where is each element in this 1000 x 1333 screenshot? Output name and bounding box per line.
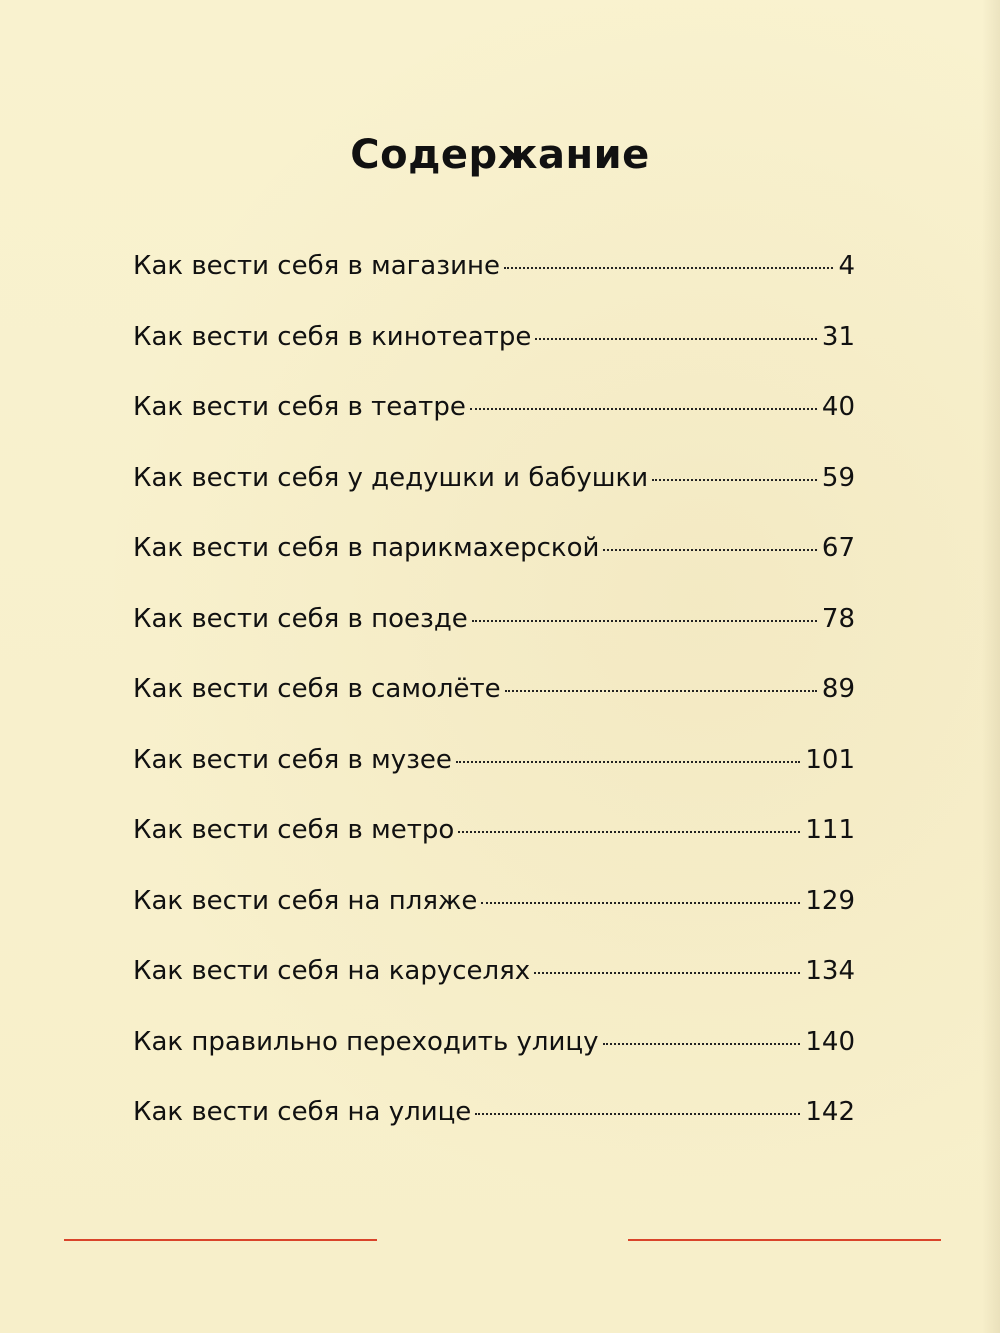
- toc-entry-label: Как вести себя у дедушки и бабушки: [133, 462, 649, 493]
- dot-leader: [472, 620, 817, 622]
- toc-entry-page-number: 78: [821, 603, 855, 634]
- dot-leader: [652, 479, 817, 481]
- dot-leader: [504, 267, 833, 269]
- toc-entry-label: Как вести себя в самолёте: [133, 674, 501, 704]
- toc-entry-page-number: 67: [821, 533, 855, 563]
- toc-entry: [133, 875, 855, 946]
- toc-entry-page-number: 111: [805, 815, 855, 845]
- toc-entry-page-number: 134: [805, 956, 855, 986]
- toc-entry-label: Как вести себя в музее: [133, 744, 452, 775]
- toc-entry-page-number: 129: [805, 885, 855, 916]
- toc-entry: [133, 1016, 855, 1087]
- page-edge-shadow: [982, 0, 1000, 1333]
- dot-leader: [456, 761, 800, 763]
- toc-entry-label: Как вести себя на каруселях: [133, 956, 531, 986]
- dot-leader: [603, 549, 817, 551]
- dot-leader: [534, 972, 800, 974]
- toc-entry-label: Как правильно переходить улицу: [133, 1026, 599, 1057]
- dot-leader: [603, 1043, 801, 1045]
- toc-entry: [133, 311, 855, 382]
- toc-entry-page-number: 101: [805, 744, 855, 775]
- toc-entry-label: Как вести себя в театре: [133, 392, 466, 422]
- toc-entry-label: Как вести себя на улице: [133, 1097, 472, 1127]
- table-of-contents: [133, 240, 855, 1157]
- footer-rule-left: [64, 1239, 377, 1241]
- toc-entry: [133, 734, 855, 805]
- dot-leader: [470, 408, 817, 410]
- toc-entry-page-number: 142: [805, 1097, 855, 1127]
- toc-entry-label: Как вести себя в поезде: [133, 603, 468, 634]
- dot-leader: [535, 338, 817, 340]
- toc-entry-page-number: 59: [821, 462, 855, 493]
- toc-entry-page-number: 89: [821, 674, 855, 704]
- toc-entry: [133, 945, 855, 1016]
- dot-leader: [475, 1113, 800, 1115]
- dot-leader: [458, 831, 800, 833]
- toc-entry-label: Как вести себя в метро: [133, 815, 455, 845]
- toc-entry: [133, 804, 855, 875]
- footer-rule-right: [628, 1239, 941, 1241]
- dot-leader: [505, 690, 817, 692]
- toc-entry-label: Как вести себя в кинотеатре: [133, 321, 532, 352]
- toc-entry: [133, 452, 855, 523]
- toc-entry-page-number: 40: [821, 392, 855, 422]
- page-title: Содержание: [350, 132, 650, 178]
- toc-entry: [133, 522, 855, 593]
- toc-entry-page-number: 140: [805, 1026, 855, 1057]
- toc-entry-label: Как вести себя в магазине: [133, 251, 500, 281]
- toc-entry-label: Как вести себя на пляже: [133, 885, 478, 916]
- toc-entry-page-number: 31: [821, 321, 855, 352]
- toc-entry: [133, 593, 855, 664]
- toc-entry-label: Как вести себя в парикмахерской: [133, 533, 600, 563]
- dot-leader: [481, 902, 800, 904]
- toc-entry: [133, 240, 855, 311]
- toc-entry: [133, 381, 855, 452]
- toc-entry: [133, 663, 855, 734]
- toc-entry: [133, 1086, 855, 1157]
- toc-entry-page-number: 4: [838, 251, 855, 281]
